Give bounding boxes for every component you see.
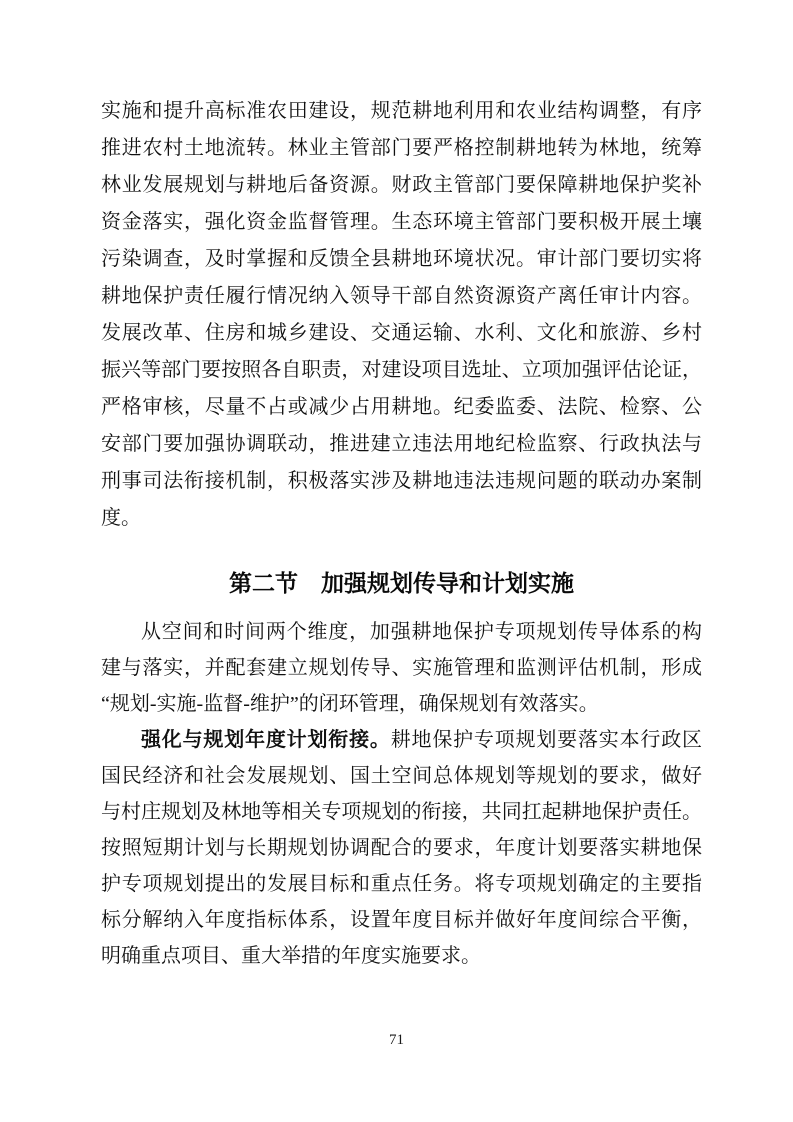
section-heading: 第二节 加强规划传导和计划实施 — [229, 570, 574, 596]
document-content — [101, 93, 702, 974]
text-line: 污染调查，及时掌握和反馈全县耕地环境状况。审计部门要切实将 — [101, 248, 702, 270]
text-line: 实施和提升高标准农田建设，规范耕地利用和农业结构调整，有序 — [101, 100, 702, 122]
text-run: 耕地保护专项规划要落实本行政区 — [390, 729, 703, 751]
text-line: 安部门要加强协调联动，推进建立违法用地纪检监察、行政执法与 — [101, 433, 702, 455]
text-line: 刑事司法衔接机制，积极落实涉及耕地违法违规问题的联动办案制 — [101, 470, 702, 492]
text-line — [101, 722, 702, 758]
text-line: 推进农村土地流转。林业主管部门要严格控制耕地转为林地，统筹 — [101, 137, 702, 159]
text-line: 发展改革、住房和城乡建设、交通运输、水利、文化和旅游、乡村 — [101, 322, 702, 344]
text-line: 标分解纳入年度指标体系，设置年度目标并做好年度间综合平衡， — [101, 909, 702, 931]
bold-lead-text: 强化与规划年度计划衔接。 — [141, 729, 391, 751]
text-line: 按照短期计划与长期规划协调配合的要求，年度计划要落实耕地保 — [101, 837, 702, 859]
paragraph-continuation — [101, 93, 702, 537]
text-line: 严格审核，尽量不占或减少占用耕地。纪委监委、法院、检察、公 — [101, 396, 702, 418]
text-line: 林业发展规划与耕地后备资源。财政主管部门要保障耕地保护奖补 — [101, 174, 702, 196]
page-number: 71 — [389, 1032, 404, 1048]
text-line: 资金落实，强化资金监督管理。生态环境主管部门要积极开展土壤 — [101, 211, 702, 233]
text-line: 度。 — [101, 507, 141, 529]
text-line: 建与落实，并配套建立规划传导、实施管理和监测评估机制，形成 — [101, 657, 702, 679]
text-line: 振兴等部门要按照各自职责，对建设项目选址、立项加强评估论证， — [101, 359, 702, 381]
text-line: “规划-实施-监督-维护”的闭环管理，确保规划有效落实。 — [101, 693, 599, 715]
text-line: 与村庄规划及林地等相关专项规划的衔接，共同扛起耕地保护责任。 — [101, 801, 702, 823]
text-line: 国民经济和社会发展规划、国土空间总体规划等规划的要求，做好 — [101, 765, 702, 787]
text-line: 从空间和时间两个维度，加强耕地保护专项规划传导体系的构 — [141, 621, 702, 643]
paragraph-planning-transmission — [101, 614, 702, 722]
text-line: 明确重点项目、重大举措的年度实施要求。 — [101, 945, 481, 967]
text-line: 耕地保护责任履行情况纳入领导干部自然资源资产离任审计内容。 — [101, 285, 702, 307]
text-line: 护专项规划提出的发展目标和重点任务。将专项规划确定的主要指 — [101, 873, 702, 895]
paragraph-annual-plan-linkage — [101, 722, 702, 974]
